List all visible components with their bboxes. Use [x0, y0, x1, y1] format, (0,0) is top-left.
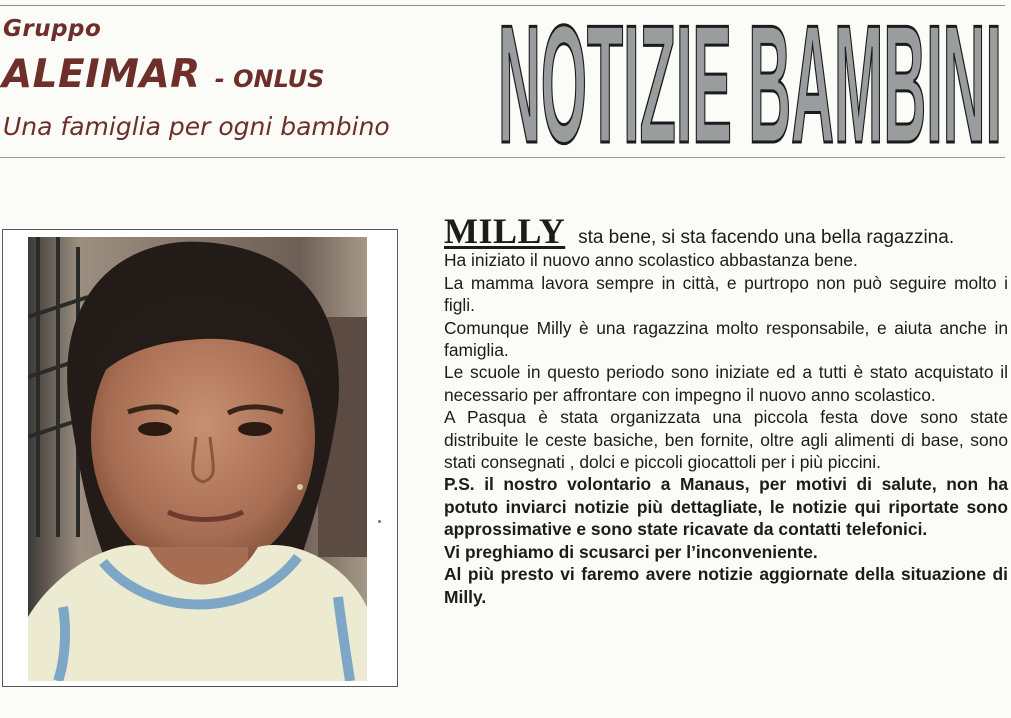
- portrait-illustration: [28, 237, 367, 681]
- top-rule: [0, 5, 1005, 6]
- masthead-title: NOTIZIE BAMBINI: [498, 12, 1002, 152]
- article-note: Al più presto vi faremo avere notizie aggiornate della situazione di Milly.: [444, 564, 1008, 607]
- child-name: MILLY: [444, 211, 566, 251]
- header-divider: [0, 157, 1005, 158]
- article-paragraph: A Pasqua è stata organizzata una piccola festa dove sono state distribuite le ceste basiche, ben fornite, oltre agli alimenti di base, sono stati consegnati , dolci e piccoli giocattoli per i più piccini.: [444, 407, 1008, 473]
- article-note: P.S. il nostro volontario a Manaus, per motivi di salute, non ha potuto inviarci notizie più dettagliate, le notizie qui riportate sono approssimative e sono state ricavate da contatti telefonici.: [444, 474, 1008, 540]
- article-paragraph: Ha iniziato il nuovo anno scolastico abbastanza bene.: [444, 250, 858, 271]
- photo-frame: [2, 229, 398, 687]
- article: [444, 211, 1008, 608]
- org-suffix: - ONLUS: [214, 65, 325, 93]
- org-tagline: Una famiglia per ogni bambino: [3, 112, 390, 141]
- group-label: Gruppo: [3, 16, 102, 42]
- masthead: [496, 12, 1004, 152]
- masthead-graphic: [496, 12, 1004, 152]
- article-paragraph: La mamma lavora sempre in città, e purtropo non può seguire molto i figli.: [444, 272, 1008, 316]
- child-portrait-photo: [28, 237, 367, 681]
- org-name: [2, 52, 324, 97]
- article-paragraph: Comunque Milly è una ragazzina molto responsabile, e aiuta anche in famiglia.: [444, 317, 1008, 361]
- article-headline: [444, 211, 1008, 251]
- article-note: Vi preghiamo di scusarci per l’inconveniente.: [444, 541, 818, 562]
- article-paragraph: Le scuole in questo periodo sono iniziate ed a tutti è stato acquistato il necessario per affrontare con impegno il nuovo anno scolastico.: [444, 362, 1008, 405]
- print-speck: [378, 520, 381, 523]
- article-intro: sta bene, si sta facendo una bella ragazzina.: [578, 227, 955, 248]
- org-name-main: ALEIMAR: [2, 52, 201, 97]
